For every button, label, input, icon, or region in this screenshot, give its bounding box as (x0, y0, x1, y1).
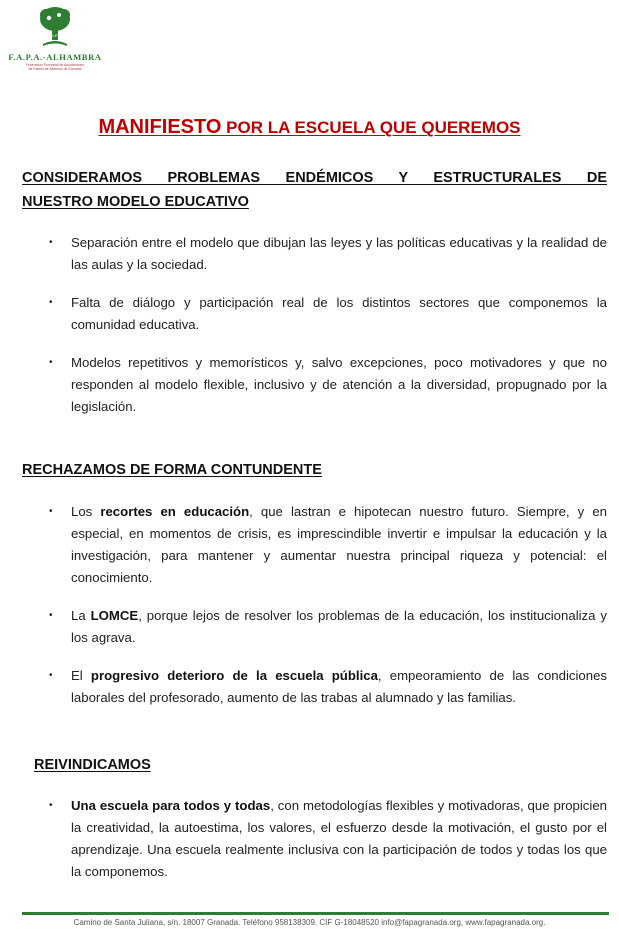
emphasis-text: recortes en educación (100, 504, 250, 519)
footer-address: Camino de Santa Juliana, s/n. 18007 Granada. Teléfono 958138309. CIF G-18048520 info@fapagranada.org, www.fapagranada.org. (73, 918, 546, 927)
bullet-icon: • (49, 357, 53, 368)
list-item: • Separación entre el modelo que dibujan las leyes y las políticas educativas y la realidad de las aulas y la sociedad. (49, 232, 607, 276)
list-item: • Falta de diálogo y participación real de los distintos sectores que componemos la comunidad educativa. (49, 292, 607, 336)
list-item: • Modelos repetitivos y memorísticos y, salvo excepciones, poco motivadores y que no responden al modelo flexible, inclusivo y de atención a la diversidad, propugnado por la legislación. (49, 352, 607, 418)
logo-name: F.A.P.A.-ALHAMBRA (8, 52, 102, 62)
bullet-icon: • (49, 610, 53, 621)
footer-divider (22, 912, 609, 915)
list-item: • La LOMCE, porque lejos de resolver los problemas de la educación, los institucionaliza y los agrava. (49, 605, 607, 649)
section-heading-problems: CONSIDERAMOS PROBLEMAS ENDÉMICOS Y ESTRUCTURALES DE NUESTRO MODELO EDUCATIVO (22, 170, 607, 210)
section-heading-demands: REIVINDICAMOS (34, 757, 151, 773)
list-item: • El progresivo deterioro de la escuela pública, empeoramiento de las condiciones laborales del profesorado, aumento de las trabas al alumnado y las familias. (49, 665, 607, 709)
logo-subtitle: Federación Provincial de Asociaciones de Padres de Alumnos de Granada (25, 63, 85, 72)
bullet-icon: • (49, 800, 53, 811)
emphasis-text: progresivo deterioro de la escuela pública (90, 668, 378, 683)
page-title: MANIFIESTO POR LA ESCUELA QUE QUEREMOS (98, 116, 521, 138)
demands-list (49, 795, 607, 883)
section-heading-reject: RECHAZAMOS DE FORMA CONTUNDENTE (22, 462, 322, 478)
emphasis-text: Una escuela para todos y todas (71, 798, 271, 813)
fapa-logo (0, 4, 110, 72)
reject-list (49, 501, 607, 709)
svg-text:F.A.P.A.: F.A.P.A. (48, 33, 62, 38)
tree-logo-icon (35, 4, 75, 50)
emphasis-text: LOMCE (90, 608, 139, 623)
bullet-icon: • (49, 670, 53, 681)
bullet-icon: • (49, 297, 53, 308)
list-item: • Los recortes en educación, que lastran e hipotecan nuestro futuro. Siempre, y en especial, en momentos de crisis, es imprescindible invertir e impulsar la educación y la investigación, para mantener y aumentar nuestra principal riqueza y potencial: el conocimiento. (49, 501, 607, 589)
list-item: • Una escuela para todos y todas, con metodologías flexibles y motivadoras, que propicien la creatividad, la autoestima, los valores, el esfuerzo desde la motivación, el gusto por el aprendizaje. Una escuela realmente inclusiva con la participación de todos y todas los que la componemos. (49, 795, 607, 883)
problems-list (49, 232, 607, 418)
bullet-icon: • (49, 237, 53, 248)
bullet-icon: • (49, 506, 53, 517)
